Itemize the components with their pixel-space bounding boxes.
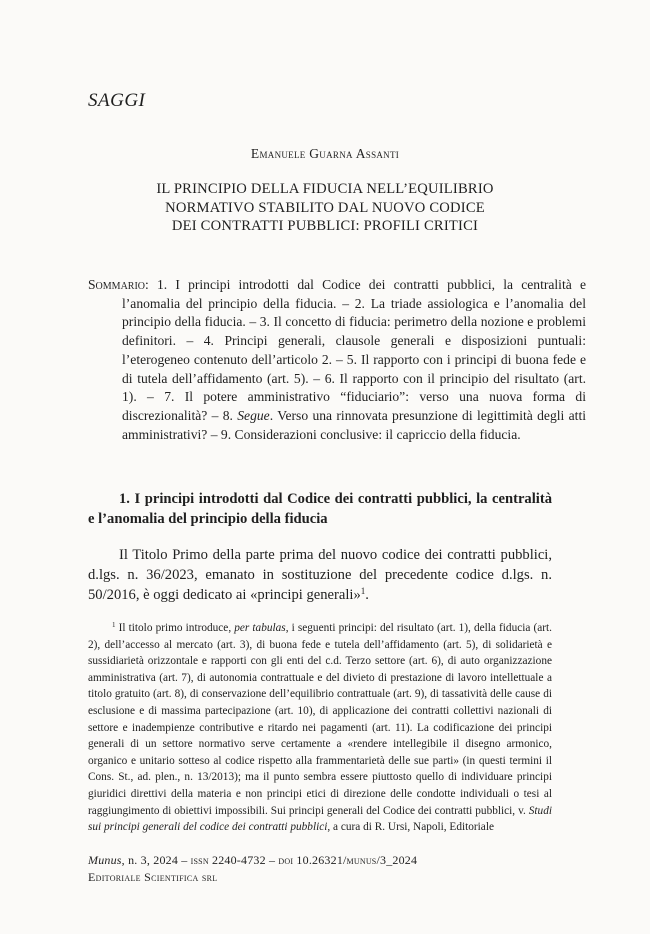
- footnote: [88, 620, 552, 836]
- summary-text: 1. I principi introdotti dal Codice dei contratti pubblici, la centralità e l’anomalia del principio della fiducia. – 2. La triade assiologica e l’anomalia del principio della fiducia. – 3. Il concetto di fiducia: perimetro della nozione e problemi definitori. – 4. Principi generali, clausole generali e disposizioni puntuali: l’eterogeneo contenuto dell’articolo 2. – 5. Il rapporto con i principi di buona fede e di tutela dell’affidamento (art. 5). – 6. Il rapporto con il principio del risultato (art. 1). – 7. Il potere amministrativo “fiduciario”: verso una nuova forma di discrezionalità? – 8.: [122, 277, 586, 423]
- body-text: Il Titolo Primo della parte prima del nuovo codice dei contratti pubblici, d.lgs. n. 36/2023, emanato in sostituzione del precedente codice d.lgs. n. 50/2016, è oggi dedicato ai «principi generali»: [88, 547, 552, 603]
- footnote-text: , a cura di R. Ursi, Napoli, Editoriale: [327, 821, 494, 834]
- journal-name: Munus: [88, 853, 122, 867]
- footnote-text: Il titolo primo introduce,: [115, 622, 235, 634]
- article-title: [110, 180, 540, 236]
- publisher: Editoriale Scientifica srl: [88, 870, 218, 884]
- body-text-end: .: [365, 587, 369, 603]
- summary-text: . Verso una rinnovata presunzione di legittimità degli atti amministrativi? – 9. Considerazioni conclusive: il capriccio della fiducia.: [122, 407, 587, 442]
- title-line: NORMATIVO STABILITO DAL NUOVO CODICE: [165, 199, 485, 216]
- journal-identifiers: issn 2240-4732 – doi 10.26321/munus/3_2024: [190, 853, 418, 867]
- footnote-text: , i seguenti principi: del risultato (art. 1), della fiducia (art. 2), dell’accesso al mercato (art. 3), di buona fede e tutela dell’affidamento (art. 5), di solidarietà e sussidiarietà orizzontale e rapporti con gli enti del c.d. Terzo settore (art. 6), di auto organizzazione amministrativa (art. 7), di autonomia contrattuale e del divieto di prestazione di lavoro intellettuale a titolo gratuito (art. 8), di conservazione dell’equilibrio contrattuale (art. 9), di tassatività delle cause di esclusione e di massima partecipazione (art. 10), di applicazione dei contratti collettivi nazionali di settore e inadempienze contributive e ritardo nei pagamenti (art. 11). La codificazione dei principi generali di un settore normativo serve certamente a «rendere intellegibile il disegno armonico, organico e unitario sotteso al codice rispetto alla frammentarietà delle sue parti» (in questi termini il Cons. St., ad. plen., n. 13/2013); ma il punto sembra essere piuttosto quello di individuare principi giuridici direttivi della materia e non principi etici di direzione delle condotte individuali o tesi al raggiungimento di obiettivi impossibili. Sui principi generali del Codice dei contratti pubblici, v.: [88, 622, 552, 817]
- footnote-reference[interactable]: 1: [360, 586, 366, 597]
- section-label: SAGGI: [88, 90, 146, 111]
- footnote-italic: per tabulas: [234, 622, 286, 634]
- summary-segue: Segue: [237, 407, 270, 423]
- footnote-number: 1: [112, 621, 116, 630]
- title-line: DEI CONTRATTI PUBBLICI: PROFILI CRITICI: [171, 218, 479, 234]
- title-line: IL PRINCIPIO DELLA FIDUCIA NELL’EQUILIBRIO: [156, 181, 494, 197]
- journal-issue: , n. 3, 2024 –: [121, 853, 191, 867]
- journal-citation: [88, 853, 417, 868]
- summary-lead: Sommario:: [88, 277, 149, 292]
- section-heading: 1. I principi introdotti dal Codice dei contratti pubblici, la centralità e l’anomalia del principio della fiducia: [88, 491, 552, 527]
- summary: [88, 276, 586, 444]
- author-name: Emanuele Guarna Assanti: [250, 146, 400, 161]
- footnote-book-title: Studi sui principi generali del codice dei contratti pubblici: [88, 804, 552, 834]
- body-paragraph: [88, 545, 552, 605]
